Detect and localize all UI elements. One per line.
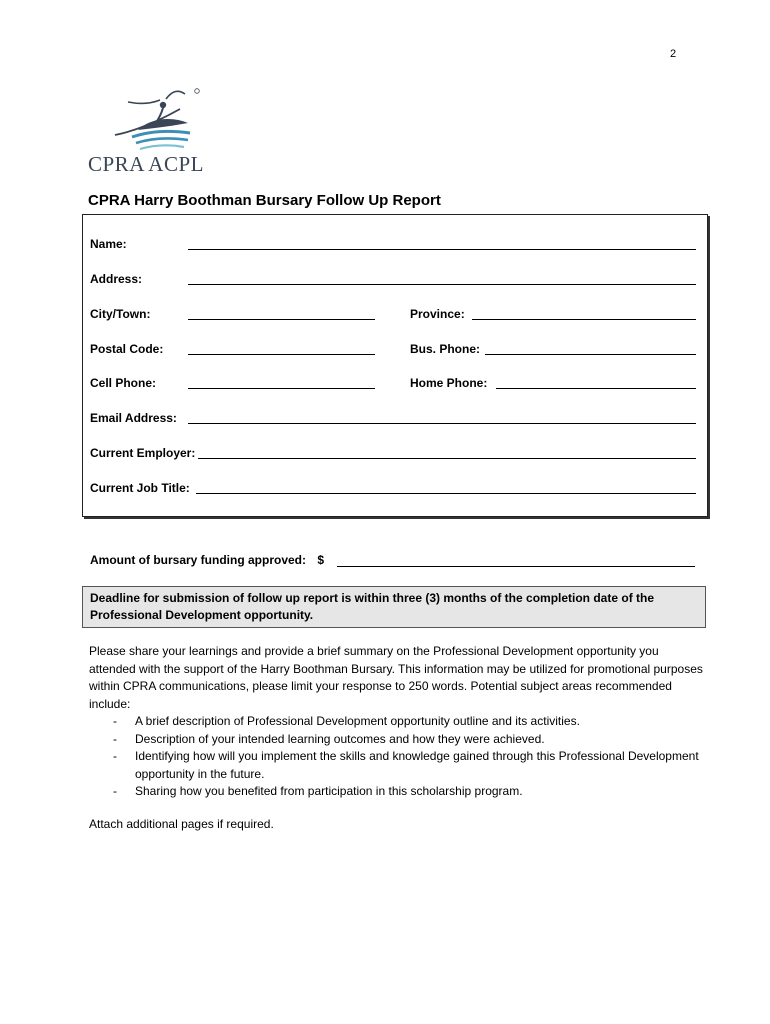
cpra-logo (88, 86, 228, 178)
list-item: - A brief description of Professional Development opportunity outline and its activities. (113, 714, 580, 728)
email-field[interactable] (188, 423, 696, 424)
email-label: Email Address: (90, 411, 177, 425)
deadline-text: Deadline for submission of follow up report is within three (3) months of the completion date of the Professional Development opportunity. (90, 591, 655, 622)
job-title-label: Current Job Title: (90, 481, 190, 495)
logo-wordmark: CPRA ACPL (88, 152, 204, 176)
intro-paragraph: Please share your learnings and provide a brief summary on the Professional Development opportunity you attended with the support of the Harry Boothman Bursary. This information may be utilized for promotional purposes within CPRA communications, please limit your response to 250 words. Potential subject areas recommended include: (89, 644, 703, 711)
province-label: Province: (410, 307, 465, 321)
attach-note: Attach additional pages if required. (89, 817, 274, 831)
employer-label: Current Employer: (90, 446, 196, 460)
postal-code-label: Postal Code: (90, 342, 164, 356)
address-field[interactable] (188, 284, 696, 285)
bus-phone-label: Bus. Phone: (410, 342, 481, 356)
page-number: 2 (670, 48, 677, 60)
amount-currency: $ (317, 553, 325, 567)
city-label: City/Town: (90, 307, 151, 321)
name-label: Name: (90, 237, 127, 251)
deadline-notice (82, 586, 706, 628)
list-item: - Sharing how you benefited from participation in this scholarship program. (113, 784, 523, 798)
cell-phone-field[interactable] (188, 388, 375, 389)
home-phone-label: Home Phone: (410, 376, 488, 390)
contact-form (82, 214, 708, 517)
cell-phone-label: Cell Phone: (90, 376, 157, 390)
home-phone-field[interactable] (496, 388, 696, 389)
city-field[interactable] (188, 319, 375, 320)
amount-label: Amount of bursary funding approved: (90, 553, 306, 567)
list-item: - Identifying how will you implement the skills and knowledge gained through this Professional Development opportunity in the future. (113, 749, 699, 781)
amount-row (90, 553, 324, 567)
address-label: Address: (90, 272, 143, 286)
postal-code-field[interactable] (188, 354, 375, 355)
bus-phone-field[interactable] (485, 354, 696, 355)
employer-field[interactable] (198, 458, 696, 459)
list-item: - Description of your intended learning outcomes and how they were achieved. (113, 731, 545, 746)
province-field[interactable] (472, 319, 696, 320)
job-title-field[interactable] (196, 493, 696, 494)
subject-list (89, 713, 704, 801)
cpra-emblem-icon (110, 86, 220, 156)
instructions (89, 643, 704, 801)
amount-field[interactable] (337, 566, 695, 567)
name-field[interactable] (188, 249, 696, 250)
page-title: CPRA Harry Boothman Bursary Follow Up Report (88, 192, 441, 209)
